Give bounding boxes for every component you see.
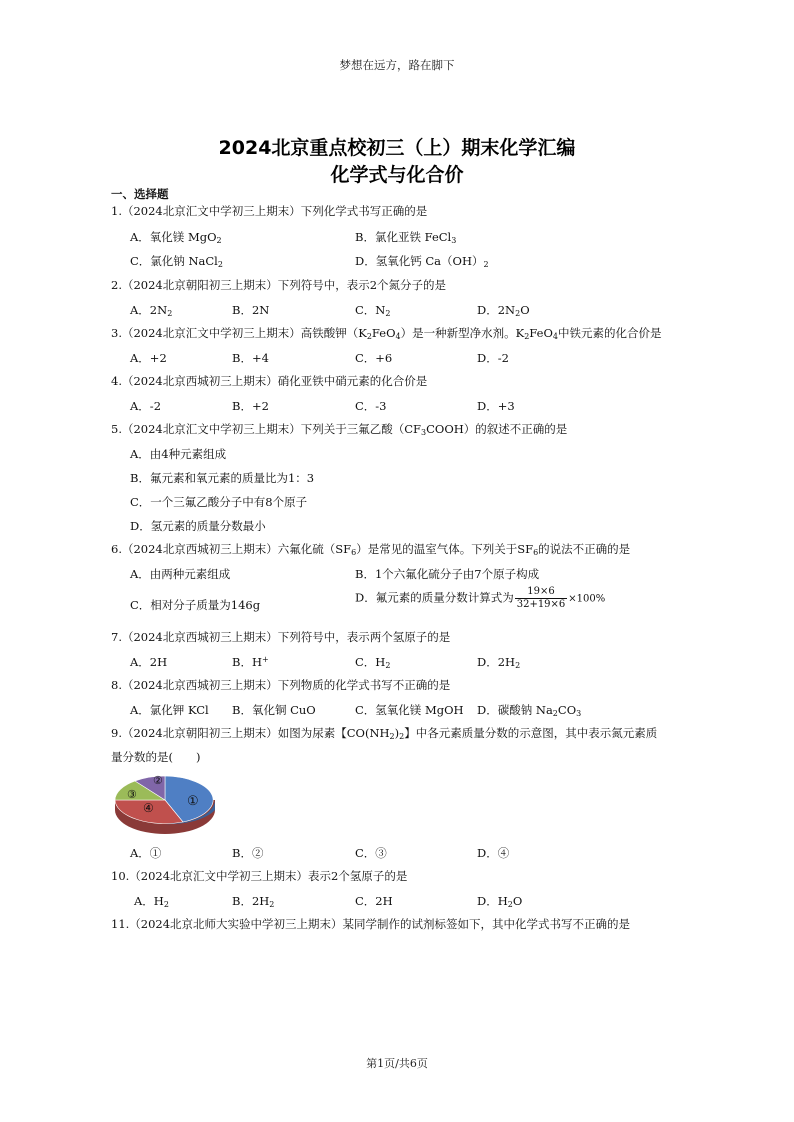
question-6-option-a: A．由两种元素组成 — [130, 567, 231, 581]
question-6-option-b: B．1个六氟化硫分子由7个原子构成 — [355, 567, 540, 581]
question-3-option-a: A．+2 — [130, 351, 167, 365]
question-10-option-d: D．$H_2O$ — [477, 894, 523, 909]
question-7-option-c: C．$H_2$ — [355, 655, 391, 670]
page-header-motto: 梦想在远方，路在脚下 — [339, 58, 455, 72]
question-8-option-d: D．碳酸钠 $Na_2CO_3$ — [477, 703, 582, 718]
question-4-option-c: C．-3 — [355, 399, 387, 413]
document-subtitle: 化学式与化合价 — [330, 164, 464, 186]
pie-label-2: ② — [153, 774, 163, 787]
question-1-option-b: B．氯化亚铁 FeCl$_3$ — [355, 230, 457, 245]
question-9-stem: 9.（2024北京朝阳初三上期末）如图为尿素【$CO(NH_2)_2$】中各元素质量分数的示意图，其中表示氮元素质 — [111, 726, 658, 741]
page-footer: 第1页/共6页 — [366, 1057, 428, 1070]
question-10-stem: 10.（2024北京汇文中学初三上期末）表示2个氢原子的是 — [111, 869, 408, 883]
question-5-option-c: C．一个三氟乙酸分子中有8个原子 — [130, 495, 308, 509]
question-2-option-c: C．$N_2$ — [355, 303, 391, 318]
question-8-stem: 8.（2024北京西城初三上期末）下列物质的化学式书写不正确的是 — [111, 678, 451, 692]
question-5-stem: 5.（2024北京汇文中学初三上期末）下列关于三氟乙酸$(CF_3COOH)$的叙述不正确的是 — [111, 422, 568, 437]
question-9-option-a: A．① — [130, 846, 162, 860]
question-1-stem: 1.（2024北京汇文中学初三上期末）下列化学式书写正确的是 — [111, 204, 428, 218]
question-5-option-b: B．氟元素和氧元素的质量比为1：3 — [130, 471, 315, 485]
question-4-option-a: A．-2 — [130, 399, 162, 413]
question-6-stem: 6.（2024北京西城初三上期末）六氟化硫$(SF_6)$是常见的温室气体。下列关于$SF_6$的说法不正确的是 — [111, 542, 631, 557]
question-4-stem: 4.（2024北京西城初三上期末）硝化亚铁中硝元素的化合价是 — [111, 374, 428, 388]
question-5-option-d: D．氢元素的质量分数最小 — [130, 519, 266, 533]
question-6-option-c: C．相对分子质量为146g — [130, 598, 261, 612]
question-5-option-a: A．由4种元素组成 — [130, 447, 227, 461]
question-7-option-a: A．2H — [130, 655, 168, 669]
question-3-stem: 3.（2024北京汇文中学初三上期末）高铁酸钾$(K_2FeO_4)$是一种新型净水剂。$K_2FeO_4$中铁元素的化合价是 — [111, 326, 662, 341]
question-9-stem-line2: 量分数的是( ) — [111, 750, 201, 764]
question-1-option-a: A．氧化镁 MgO$_2$ — [130, 230, 222, 245]
document-title: 2024北京重点校初三（上）期末化学汇编 — [218, 137, 576, 159]
question-7-option-d: D．$2H_2$ — [477, 655, 521, 670]
question-7-stem: 7.（2024北京西城初三上期末）下列符号中，表示两个氢原子的是 — [111, 630, 451, 644]
question-1-option-c: C．氯化钠 NaCl$_2$ — [130, 254, 223, 269]
urea-mass-fraction-pie-chart — [111, 770, 221, 838]
question-10-option-c: C．2H — [355, 894, 393, 908]
question-2-option-b: B．2N — [232, 303, 270, 317]
question-9-option-c: C．③ — [355, 846, 387, 860]
question-3-option-b: B．+4 — [232, 351, 269, 365]
question-4-option-b: B．+2 — [232, 399, 269, 413]
question-11-stem: 11.（2024北京北师大实验中学初三上期末）某同学制作的试剂标签如下，其中化学式书写不正确的是 — [111, 917, 631, 931]
question-2-option-d: D．$2N_2O$ — [477, 303, 530, 318]
mass-fraction-formula: $\frac{19\times 6}{32+19\times 6}$ — [516, 586, 566, 610]
question-8-option-a: A．氯化钾 KCl — [130, 703, 209, 717]
question-4-option-d: D．+3 — [477, 399, 515, 413]
question-10-option-b: B．$2H_2$ — [232, 894, 275, 909]
question-8-option-b: B．氧化铜 CuO — [232, 703, 316, 717]
pie-label-3: ③ — [127, 788, 137, 801]
section-heading: 一、选择题 — [111, 187, 169, 201]
pie-label-4: ④ — [143, 801, 154, 815]
question-6-option-d: D．氟元素的质量分数计算式为 $\frac{19\times 6}{32+19\times 6}$ ×100% — [355, 586, 606, 610]
question-10-option-a: A．$H_2$ — [134, 894, 169, 909]
question-2-option-a: A．$2N_2$ — [130, 303, 173, 318]
question-3-option-d: D．-2 — [477, 351, 509, 365]
question-9-option-b: B．② — [232, 846, 264, 860]
question-9-option-d: D．④ — [477, 846, 510, 860]
question-1-option-d: D．氢氧化钙 $Ca(OH)_2$ — [355, 254, 489, 269]
question-7-option-b: B．H+ — [232, 655, 269, 669]
question-8-option-c: C．氢氧化镁 MgOH — [355, 703, 464, 717]
question-3-option-c: C．+6 — [355, 351, 393, 365]
question-2-stem: 2.（2024北京朝阳初三上期末）下列符号中，表示2个氮分子的是 — [111, 278, 447, 292]
pie-label-1: ① — [187, 794, 199, 809]
